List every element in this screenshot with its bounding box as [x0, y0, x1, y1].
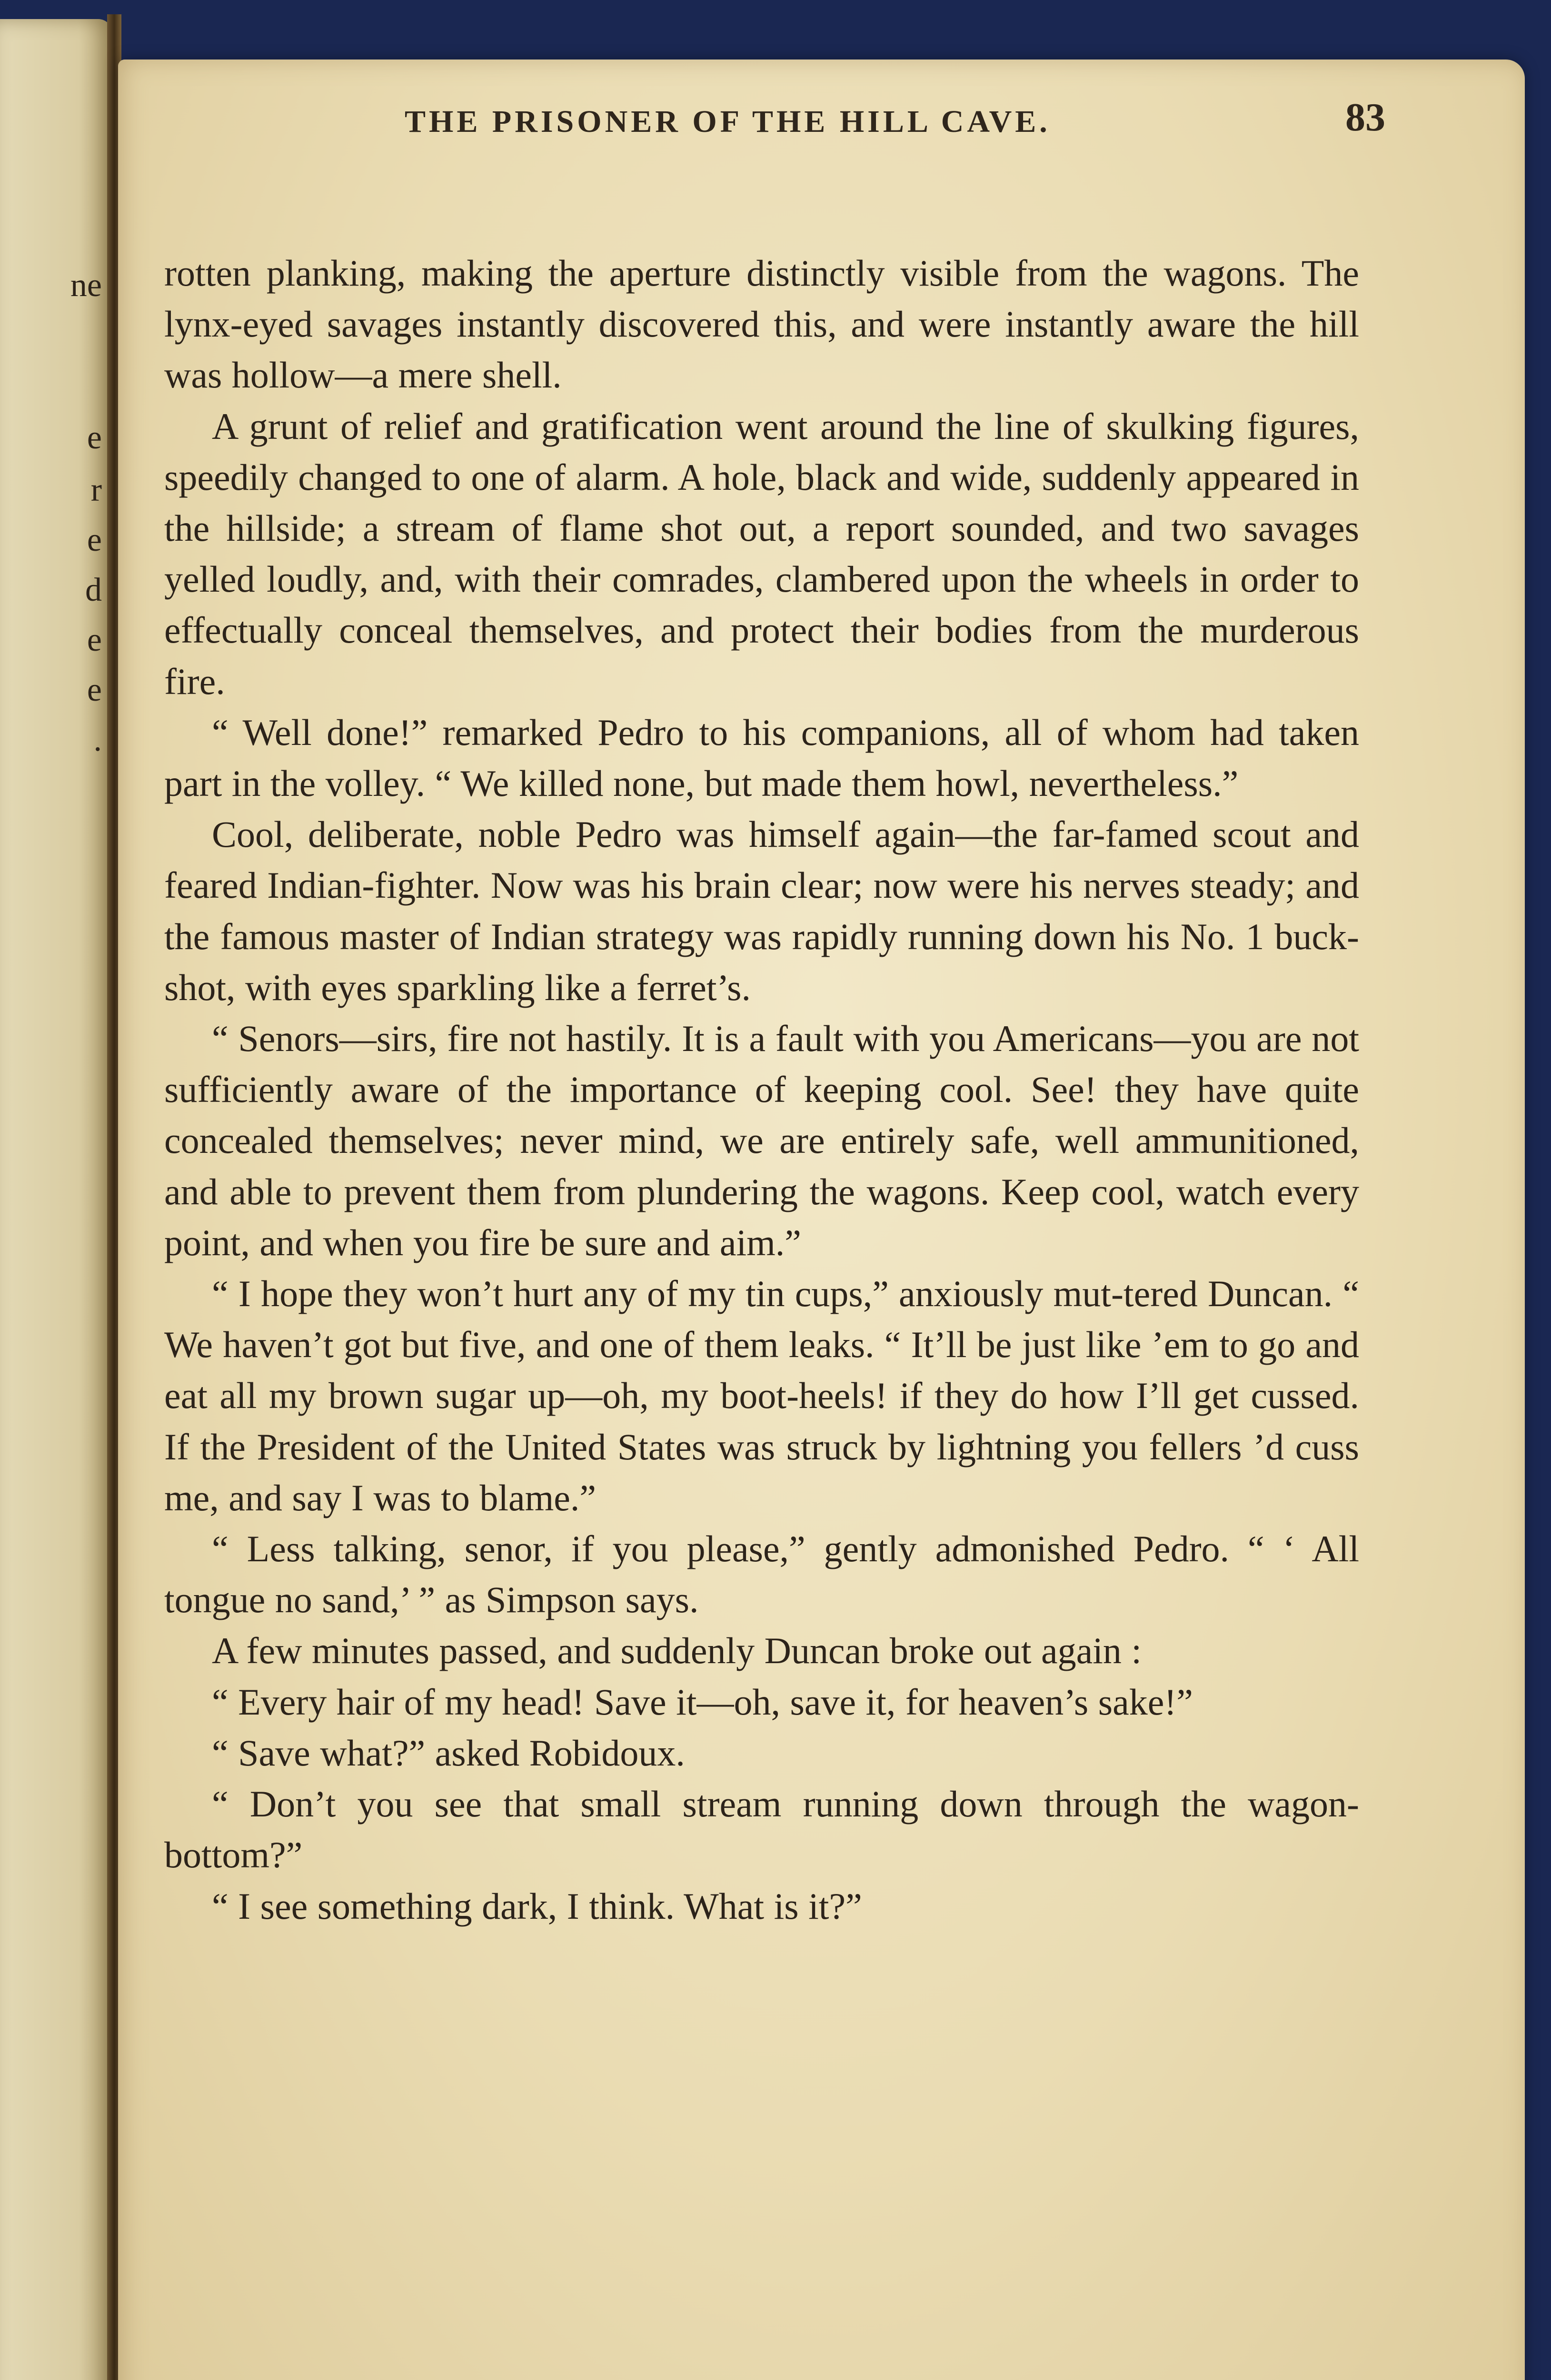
paragraph: rotten planking, making the aperture distinctly visible from the wagons. The lynx-eyed savages instantly discovered this, and were instantly aware the hill was hollow—a mere shell. — [164, 252, 1359, 396]
paragraph: “ Well done!” remarked Pedro to his companions, all of whom had taken part in the volley. “ We killed none, but made them howl, nevertheless.” — [164, 711, 1359, 804]
left-page-fragment: e — [87, 672, 102, 708]
running-head: THE PRISONER OF THE HILL CAVE. — [405, 104, 1051, 139]
paragraph: “ I see something dark, I think. What is it?” — [212, 1885, 862, 1927]
paragraph: “ Don’t you see that small stream running down through the wagon-bottom?” — [164, 1783, 1359, 1876]
left-page-fragment: ne — [70, 267, 102, 304]
left-page-fragment: e — [87, 419, 102, 456]
left-page-fragment: e — [87, 622, 102, 658]
paragraph: “ Senors—sirs, fire not hastily. It is a fault with you Americans—you are not sufficiently aware of the importance of keeping cool. See! they have quite concealed themselves; never mind, we are entirely safe, well ammunitioned, and able to prevent them from plundering the wagons. Keep cool, watch every point, and when you fire be sure and aim.” — [164, 1018, 1359, 1263]
page-number: 83 — [1345, 95, 1385, 139]
paragraph: “ Less talking, senor, if you please,” gently admonished Pedro. “ ‘ All tongue no sand,’ ” as Simpson says. — [164, 1528, 1359, 1621]
left-page-fragment: d — [85, 572, 102, 608]
paragraph: “ Every hair of my head! Save it—oh, save it, for heaven’s sake!” — [212, 1681, 1193, 1723]
body-text — [164, 248, 1359, 1932]
paragraph: “ I hope they won’t hurt any of my tin cups,” anxiously mut-tered Duncan. “ We haven’t got but five, and one of them leaks. “ It’ll be just like ’em to go and eat all my brown sugar up—oh, my boot-heels! if they do how I’ll get cussed. If the President of the United States was struck by lightning you fellers ’d cuss me, and say I was to blame.” — [164, 1273, 1359, 1518]
page-header — [276, 94, 1385, 151]
left-page-fragment: r — [90, 472, 102, 508]
paragraph: Cool, deliberate, noble Pedro was himself again—the far-famed scout and feared Indian-fighter. Now was his brain clear; now were his nerves steady; and the famous master of Indian strategy was rapidly running down his No. 1 buck-shot, with eyes sparkling like a ferret’s. — [164, 813, 1359, 1008]
paragraph: A few minutes passed, and suddenly Duncan broke out again : — [212, 1630, 1142, 1672]
left-page-edge — [0, 19, 112, 2380]
left-page-fragment: . — [93, 722, 102, 758]
paragraph: “ Save what?” asked Robidoux. — [212, 1732, 685, 1774]
paragraph: A grunt of relief and gratification went around the line of skulking figures, speedily changed to one of alarm. A hole, black and wide, suddenly appeared in the hillside; a stream of flame shot out, a report sounded, and two savages yelled loudly, and, with their comrades, clambered upon the wheels in order to effectually conceal themselves, and protect their bodies from the murderous fire. — [164, 405, 1359, 702]
left-page-fragment: e — [87, 522, 102, 558]
